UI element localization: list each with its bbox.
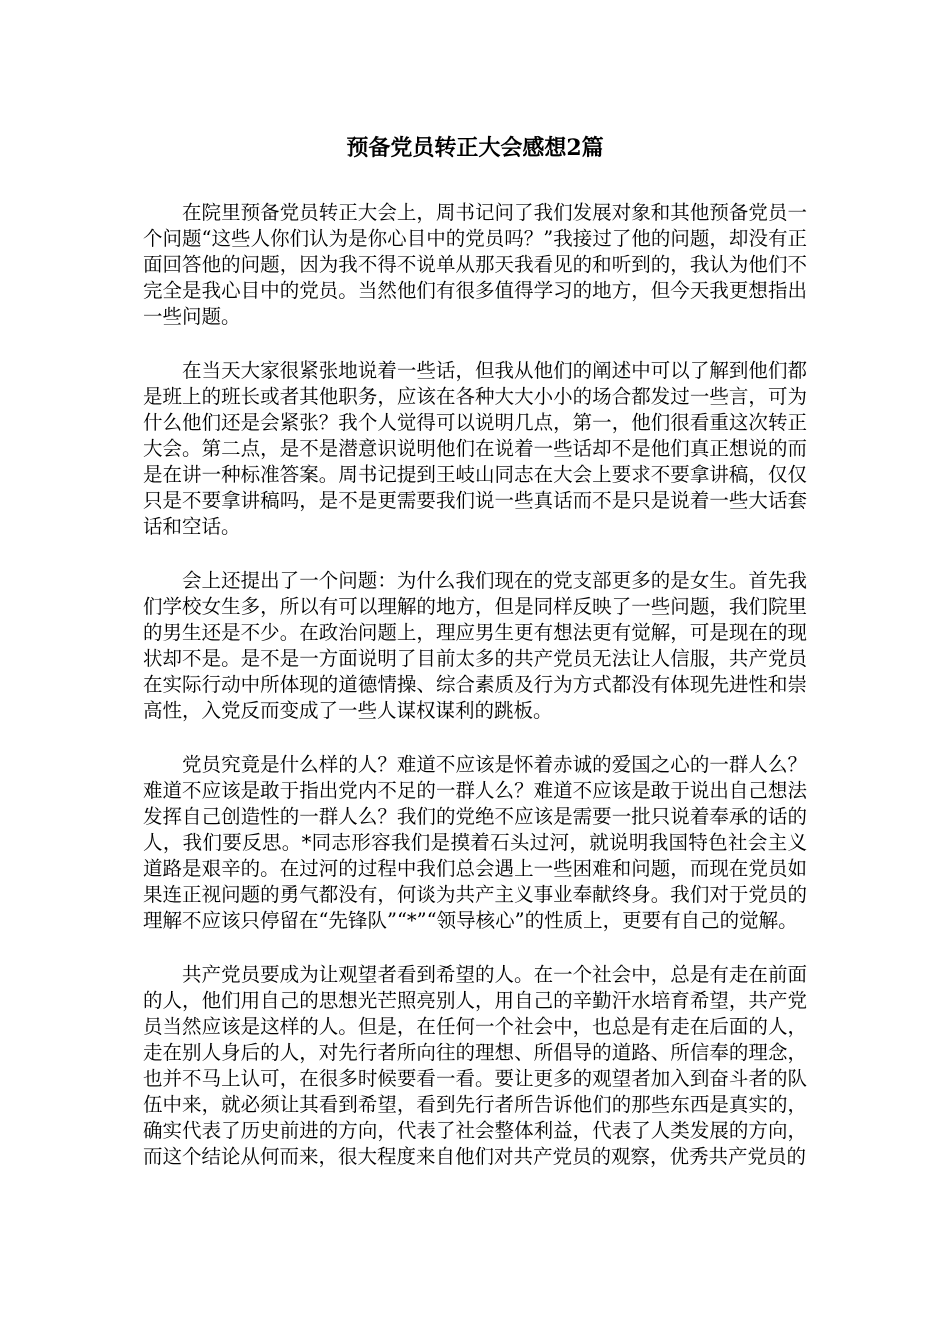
paragraph-5: 共产党员要成为让观望者看到希望的人。在一个社会中，总是有走在前面的人，他们用自己的思想光芒照亮别人，用自己的辛勤汗水培育希望，共产党员当然应该是这样的人。但是，在任何一个社会中，也总是有走在后面的人，走在别人身后的人，对先行者所向往的理想、所倡导的道路、所信奉的理念，也并不马上认可，在很多时候要看一看。要让更多的观望者加入到奋斗者的队伍中来，就必须让其看到希望，看到先行者所告诉他们的那些东西是真实的，确实代表了历史前进的方向，代表了社会整体利益，代表了人类发展的方向，而这个结论从何而来，很大程度来自他们对共产党员的观察，优秀共产党员的 (143, 963, 807, 1168)
document-body (143, 200, 807, 1198)
paragraph-4: 党员究竟是什么样的人？难道不应该是怀着赤诚的爱国之心的一群人么？难道不应该是敢于指出党内不足的一群人么？难道不应该是敢于说出自己想法发挥自己创造性的一群人么？我们的党绝不应该是需要一批只说着奉承的话的人，我们要反思。*同志形容我们是摸着石头过河，就说明我国特色社会主义道路是艰辛的。在过河的过程中我们总会遇上一些困难和问题，而现在党员如果连正视问题的勇气都没有，何谈为共产主义事业奉献终身。我们对于党员的理解不应该只停留在“先锋队”“*”“领导核心”的性质上，更要有自己的觉解。 (143, 753, 807, 932)
paragraph-2: 在当天大家很紧张地说着一些话，但我从他们的阐述中可以了解到他们都是班上的班长或者其他职务，应该在各种大大小小的场合都发过一些言，可为什么他们还是会紧张？我个人觉得可以说明几点，第一，他们很看重这次转正大会。第二点，是不是潜意识说明他们在说着一些话却不是他们真正想说的而是在讲一种标准答案。周书记提到王岐山同志在大会上要求不要拿讲稿，仅仅只是不要拿讲稿吗，是不是更需要我们说一些真话而不是只是说着一些大话套话和空话。 (143, 359, 807, 538)
paragraph-3: 会上还提出了一个问题：为什么我们现在的党支部更多的是女生。首先我们学校女生多，所以有可以理解的地方，但是同样反映了一些问题，我们院里的男生还是不少。在政治问题上，理应男生更有想法更有觉解，可是现在的现状却不是。是不是一方面说明了目前太多的共产党员无法让人信服，共产党员在实际行动中所体现的道德情操、综合素质及行为方式都没有体现先进性和崇高性，入党反而变成了一些人谋权谋利的跳板。 (143, 569, 807, 722)
document-title: 预备党员转正大会感想2篇 (346, 135, 604, 161)
paragraph-1: 在院里预备党员转正大会上，周书记问了我们发展对象和其他预备党员一个问题“这些人你们认为是你心目中的党员吗？”我接过了他的问题，却没有正面回答他的问题，因为我不得不说单从那天我看见的和听到的，我认为他们不完全是我心目中的党员。当然他们有很多值得学习的地方，但今天我更想指出一些问题。 (143, 201, 807, 328)
